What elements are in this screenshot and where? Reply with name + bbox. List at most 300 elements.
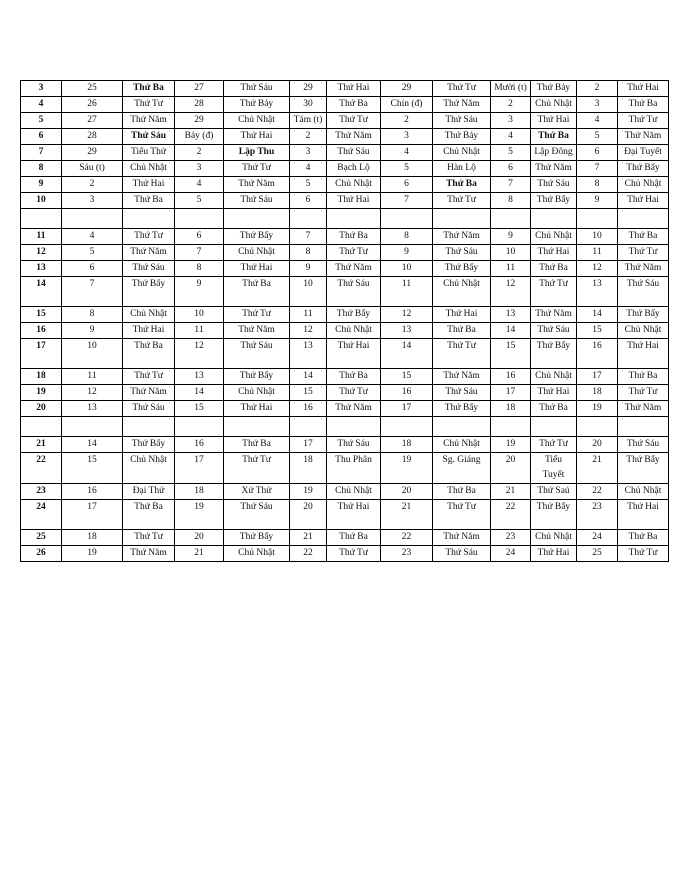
lunar-date-cell: Sáu (t) <box>62 161 123 177</box>
lunar-date-cell: 15 <box>491 339 531 369</box>
lunar-date-cell: 9 <box>175 277 224 307</box>
lunar-date-cell: 20 <box>491 453 531 484</box>
weekday-cell: Thứ Tư <box>123 97 175 113</box>
weekday-cell: Thứ Năm <box>327 129 381 145</box>
empty-cell <box>327 417 381 437</box>
day-number-cell: 18 <box>21 369 62 385</box>
table-row <box>21 369 669 385</box>
weekday-cell: Thứ Tư <box>433 339 491 369</box>
weekday-cell: Thứ Năm <box>327 261 381 277</box>
lunar-date-cell: 21 <box>290 530 327 546</box>
weekday-cell: Thứ Năm <box>123 546 175 562</box>
weekday-cell: Chủ Nhật <box>531 229 577 245</box>
weekday-cell: Thu Phân <box>327 453 381 484</box>
weekday-cell: Thứ Sáu <box>433 245 491 261</box>
lunar-date-cell: 7 <box>381 193 433 209</box>
weekday-cell: Thứ Sáu <box>224 193 290 209</box>
weekday-cell: Thứ Bảy <box>433 129 491 145</box>
lunar-date-cell: 4 <box>175 177 224 193</box>
weekday-cell: Chủ Nhật <box>224 546 290 562</box>
lunar-date-cell: 4 <box>381 145 433 161</box>
weekday-cell: Chủ Nhật <box>618 177 669 193</box>
day-number-cell: 14 <box>21 277 62 307</box>
weekday-cell: Xử Thử <box>224 484 290 500</box>
lunar-date-cell: Mười (t) <box>491 81 531 97</box>
lunar-date-cell: 20 <box>175 530 224 546</box>
lunar-date-cell: Bảy (đ) <box>175 129 224 145</box>
lunar-date-cell: 29 <box>175 113 224 129</box>
weekday-cell: Thứ Sáu <box>123 261 175 277</box>
lunar-date-cell: 12 <box>175 339 224 369</box>
weekday-cell: Thứ Năm <box>618 261 669 277</box>
weekday-cell: Thứ Hai <box>618 500 669 530</box>
lunar-date-cell: 16 <box>577 339 618 369</box>
weekday-cell: Thứ Hai <box>531 113 577 129</box>
lunar-date-cell: 8 <box>381 229 433 245</box>
day-number-cell: 13 <box>21 261 62 277</box>
lunar-date-cell: 20 <box>381 484 433 500</box>
lunar-date-cell: 19 <box>175 500 224 530</box>
table-row <box>21 113 669 129</box>
weekday-cell: Thứ Sáu <box>224 339 290 369</box>
weekday-cell: Thứ Năm <box>531 161 577 177</box>
day-number-cell: 24 <box>21 500 62 530</box>
lunar-date-cell: 10 <box>290 277 327 307</box>
lunar-date-cell: 2 <box>491 97 531 113</box>
lunar-date-cell: 10 <box>577 229 618 245</box>
lunar-date-cell: 18 <box>62 530 123 546</box>
lunar-date-cell: 28 <box>175 97 224 113</box>
lunar-date-cell: 5 <box>175 193 224 209</box>
weekday-cell: Tiểu Thử <box>123 145 175 161</box>
lunar-date-cell: 8 <box>491 193 531 209</box>
lunar-date-cell: 21 <box>491 484 531 500</box>
weekday-cell: Thứ Sáu <box>224 81 290 97</box>
lunar-date-cell: 13 <box>62 401 123 417</box>
lunar-date-cell: 2 <box>577 81 618 97</box>
lunar-date-cell: 25 <box>62 81 123 97</box>
lunar-date-cell: 25 <box>577 546 618 562</box>
weekday-cell: Thứ Ba <box>327 530 381 546</box>
weekday-cell: Thứ Hai <box>327 81 381 97</box>
day-number-cell: 21 <box>21 437 62 453</box>
lunar-date-cell: 11 <box>62 369 123 385</box>
lunar-date-cell: 9 <box>381 245 433 261</box>
day-number-cell: 3 <box>21 81 62 97</box>
weekday-cell: Thứ Năm <box>224 323 290 339</box>
day-number-cell: 15 <box>21 307 62 323</box>
lunar-date-cell: 14 <box>62 437 123 453</box>
lunar-date-cell: 22 <box>381 530 433 546</box>
day-number-cell: 23 <box>21 484 62 500</box>
empty-cell <box>290 209 327 229</box>
day-number-cell: 25 <box>21 530 62 546</box>
table-row <box>21 401 669 417</box>
lunar-date-cell: 18 <box>491 401 531 417</box>
weekday-cell: Thứ Ba <box>433 484 491 500</box>
weekday-cell: Thứ Ba <box>123 193 175 209</box>
lunar-date-cell: 12 <box>381 307 433 323</box>
weekday-cell: Chủ Nhật <box>224 245 290 261</box>
lunar-date-cell: 6 <box>381 177 433 193</box>
weekday-cell: Thứ Tư <box>531 437 577 453</box>
weekday-cell: Thứ Hai <box>224 129 290 145</box>
day-number-cell: 11 <box>21 229 62 245</box>
weekday-cell: Chủ Nhật <box>224 385 290 401</box>
table-row <box>21 97 669 113</box>
day-number-cell: 9 <box>21 177 62 193</box>
weekday-cell: Chủ Nhật <box>433 437 491 453</box>
lunar-date-cell: 6 <box>175 229 224 245</box>
lunar-date-cell: 5 <box>62 245 123 261</box>
weekday-cell: Hàn Lộ <box>433 161 491 177</box>
day-number-cell: 12 <box>21 245 62 261</box>
lunar-date-cell: 3 <box>491 113 531 129</box>
table-row <box>21 546 669 562</box>
lunar-date-cell: 15 <box>62 453 123 484</box>
weekday-cell: Chủ Nhật <box>433 145 491 161</box>
weekday-cell: Đại Tuyết <box>618 145 669 161</box>
weekday-cell: Tiểu Tuyết <box>531 453 577 484</box>
weekday-cell: Thứ Tư <box>531 277 577 307</box>
weekday-cell: Chủ Nhật <box>123 161 175 177</box>
weekday-cell: Sg. Giáng <box>433 453 491 484</box>
weekday-cell: Chủ Nhật <box>531 97 577 113</box>
weekday-cell: Thứ Hai <box>618 81 669 97</box>
day-number-cell: 16 <box>21 323 62 339</box>
lunar-date-cell: 16 <box>62 484 123 500</box>
day-number-cell: 26 <box>21 546 62 562</box>
lunar-date-cell: 3 <box>62 193 123 209</box>
lunar-date-cell: 23 <box>491 530 531 546</box>
weekday-cell: Thứ Hai <box>531 546 577 562</box>
table-row <box>21 81 669 97</box>
weekday-cell: Thứ Tư <box>224 453 290 484</box>
weekday-cell: Thứ Tư <box>123 229 175 245</box>
table-row <box>21 177 669 193</box>
lunar-date-cell: 26 <box>62 97 123 113</box>
lunar-date-cell: 4 <box>290 161 327 177</box>
weekday-cell: Thứ Bẩy <box>224 530 290 546</box>
weekday-cell: Thứ Năm <box>618 401 669 417</box>
lunar-date-cell: 7 <box>290 229 327 245</box>
lunar-date-cell: Chín (đ) <box>381 97 433 113</box>
weekday-cell: Thứ Ba <box>224 437 290 453</box>
lunar-date-cell: 5 <box>491 145 531 161</box>
lunar-date-cell: 5 <box>290 177 327 193</box>
table-row <box>21 277 669 307</box>
lunar-date-cell: 20 <box>577 437 618 453</box>
day-number-cell: 4 <box>21 97 62 113</box>
day-number-cell: 17 <box>21 339 62 369</box>
weekday-cell: Thứ Ba <box>531 401 577 417</box>
lunar-date-cell: 11 <box>491 261 531 277</box>
table-row <box>21 530 669 546</box>
lunar-date-cell: 13 <box>290 339 327 369</box>
table-row <box>21 484 669 500</box>
lunar-date-cell: 15 <box>381 369 433 385</box>
weekday-cell: Thứ Ba <box>433 177 491 193</box>
lunar-date-cell: 17 <box>62 500 123 530</box>
lunar-date-cell: 10 <box>62 339 123 369</box>
weekday-cell: Thứ Hai <box>123 323 175 339</box>
day-number-cell: 22 <box>21 453 62 484</box>
weekday-cell: Thứ Sáu <box>224 500 290 530</box>
lunar-date-cell: 7 <box>62 277 123 307</box>
empty-cell <box>531 417 577 437</box>
lunar-date-cell: 16 <box>175 437 224 453</box>
weekday-cell: Thứ Ba <box>123 81 175 97</box>
weekday-cell: Chủ Nhật <box>531 369 577 385</box>
lunar-date-cell: 11 <box>577 245 618 261</box>
lunar-calendar-table <box>20 80 669 562</box>
weekday-cell: Thứ Sáu <box>327 277 381 307</box>
weekday-cell: Thứ Hai <box>531 385 577 401</box>
lunar-date-cell: 14 <box>290 369 327 385</box>
lunar-date-cell: 7 <box>175 245 224 261</box>
weekday-cell: Thứ Tư <box>123 530 175 546</box>
weekday-cell: Thứ Bẩy <box>531 193 577 209</box>
weekday-cell: Thứ Sáu <box>123 401 175 417</box>
lunar-date-cell: 17 <box>290 437 327 453</box>
lunar-date-cell: 19 <box>290 484 327 500</box>
empty-cell <box>290 417 327 437</box>
lunar-date-cell: 21 <box>175 546 224 562</box>
lunar-date-cell: 29 <box>290 81 327 97</box>
weekday-cell: Thứ Tư <box>433 500 491 530</box>
table-row <box>21 385 669 401</box>
lunar-date-cell: 6 <box>290 193 327 209</box>
weekday-cell: Lập Thu <box>224 145 290 161</box>
day-number-cell: 5 <box>21 113 62 129</box>
weekday-cell: Thứ Tư <box>433 193 491 209</box>
weekday-cell: Chủ Nhật <box>618 323 669 339</box>
lunar-date-cell: 17 <box>491 385 531 401</box>
weekday-cell: Thứ Tư <box>618 245 669 261</box>
weekday-cell: Thứ Năm <box>433 369 491 385</box>
lunar-date-cell: 22 <box>491 500 531 530</box>
day-number-cell: 7 <box>21 145 62 161</box>
lunar-date-cell: 13 <box>175 369 224 385</box>
lunar-date-cell: 6 <box>577 145 618 161</box>
empty-cell <box>491 417 531 437</box>
lunar-date-cell: 10 <box>381 261 433 277</box>
lunar-date-cell: 21 <box>577 453 618 484</box>
lunar-date-cell: 11 <box>290 307 327 323</box>
empty-cell <box>577 209 618 229</box>
weekday-cell: Thứ Sáu <box>433 385 491 401</box>
lunar-date-cell: 16 <box>491 369 531 385</box>
lunar-date-cell: 13 <box>577 277 618 307</box>
table-row <box>21 129 669 145</box>
lunar-date-cell: 11 <box>175 323 224 339</box>
table-row <box>21 193 669 209</box>
weekday-cell: Thứ Sáu <box>327 145 381 161</box>
weekday-cell: Thứ Tư <box>433 81 491 97</box>
weekday-cell: Thứ Năm <box>433 229 491 245</box>
lunar-date-cell: 9 <box>290 261 327 277</box>
weekday-cell: Thứ Ba <box>123 339 175 369</box>
weekday-cell: Thứ Sáu <box>123 129 175 145</box>
table-row <box>21 145 669 161</box>
table-row <box>21 245 669 261</box>
weekday-cell: Thứ Năm <box>531 307 577 323</box>
weekday-cell: Thứ Hai <box>433 307 491 323</box>
lunar-date-cell: 12 <box>491 277 531 307</box>
empty-cell <box>175 209 224 229</box>
day-number-cell: 19 <box>21 385 62 401</box>
weekday-cell: Thứ Ba <box>618 369 669 385</box>
table-row <box>21 453 669 484</box>
weekday-cell: Thứ Tư <box>327 546 381 562</box>
weekday-cell: Thứ Sáu <box>531 323 577 339</box>
weekday-cell: Thứ Năm <box>123 245 175 261</box>
weekday-cell: Thứ Ba <box>327 97 381 113</box>
table-row <box>21 323 669 339</box>
weekday-cell: Thứ Tư <box>327 385 381 401</box>
lunar-date-cell: 3 <box>290 145 327 161</box>
weekday-cell: Thứ Hai <box>618 193 669 209</box>
lunar-date-cell: 9 <box>62 323 123 339</box>
weekday-cell: Thứ Tư <box>618 113 669 129</box>
weekday-cell: Thứ Tư <box>618 546 669 562</box>
lunar-date-cell: 16 <box>381 385 433 401</box>
weekday-cell: Thứ Năm <box>123 385 175 401</box>
empty-cell <box>327 209 381 229</box>
weekday-cell: Thứ Sáu <box>618 437 669 453</box>
weekday-cell: Thứ Năm <box>123 113 175 129</box>
weekday-cell: Thứ Tư <box>123 369 175 385</box>
lunar-date-cell: 9 <box>577 193 618 209</box>
lunar-date-cell: 27 <box>62 113 123 129</box>
weekday-cell: Chủ Nhật <box>327 177 381 193</box>
weekday-cell: Thứ Ba <box>531 261 577 277</box>
weekday-cell: Thứ Sáu <box>531 177 577 193</box>
empty-cell <box>21 209 62 229</box>
weekday-cell: Thứ Tư <box>224 307 290 323</box>
lunar-date-cell: 18 <box>175 484 224 500</box>
lunar-date-cell: 13 <box>381 323 433 339</box>
table-row <box>21 229 669 245</box>
lunar-date-cell: 5 <box>577 129 618 145</box>
weekday-cell: Thứ Bẩy <box>433 401 491 417</box>
weekday-cell: Thứ Bẩy <box>123 277 175 307</box>
weekday-cell: Thứ Ba <box>618 530 669 546</box>
lunar-date-cell: 12 <box>290 323 327 339</box>
lunar-date-cell: 7 <box>577 161 618 177</box>
weekday-cell: Thứ Bẩy <box>618 453 669 484</box>
weekday-cell: Thứ Ba <box>618 229 669 245</box>
lunar-date-cell: 14 <box>491 323 531 339</box>
empty-cell <box>381 417 433 437</box>
weekday-cell: Thứ Năm <box>224 177 290 193</box>
weekday-cell: Thứ Tư <box>327 245 381 261</box>
calendar-page <box>20 80 669 562</box>
weekday-cell: Thứ Ba <box>224 277 290 307</box>
lunar-date-cell: 24 <box>491 546 531 562</box>
lunar-date-cell: 2 <box>290 129 327 145</box>
lunar-date-cell: 11 <box>381 277 433 307</box>
lunar-date-cell: 14 <box>381 339 433 369</box>
lunar-date-cell: 12 <box>577 261 618 277</box>
weekday-cell: Thứ Tư <box>224 161 290 177</box>
weekday-cell: Chủ Nhật <box>224 113 290 129</box>
lunar-date-cell: 3 <box>175 161 224 177</box>
weekday-cell: Chủ Nhật <box>327 323 381 339</box>
weekday-cell: Thứ Hai <box>224 261 290 277</box>
lunar-date-cell: 28 <box>62 129 123 145</box>
weekday-cell: Chủ Nhật <box>123 307 175 323</box>
lunar-date-cell: 3 <box>381 129 433 145</box>
weekday-cell: Thứ Ba <box>531 129 577 145</box>
weekday-cell: Thứ Năm <box>618 129 669 145</box>
lunar-date-cell: 22 <box>290 546 327 562</box>
lunar-date-cell: 17 <box>381 401 433 417</box>
weekday-cell: Thứ Ba <box>327 369 381 385</box>
lunar-date-cell: 2 <box>381 113 433 129</box>
empty-cell <box>433 209 491 229</box>
weekday-cell: Chủ Nhật <box>433 277 491 307</box>
lunar-date-cell: 18 <box>290 453 327 484</box>
lunar-date-cell: 23 <box>577 500 618 530</box>
table-row <box>21 307 669 323</box>
empty-cell <box>123 417 175 437</box>
weekday-cell: Thứ Ba <box>433 323 491 339</box>
weekday-cell: Thứ Năm <box>433 530 491 546</box>
empty-cell <box>577 417 618 437</box>
weekday-cell: Thứ Năm <box>327 401 381 417</box>
empty-cell <box>175 417 224 437</box>
weekday-cell: Thứ Hai <box>224 401 290 417</box>
lunar-date-cell: 27 <box>175 81 224 97</box>
lunar-date-cell: 24 <box>577 530 618 546</box>
lunar-date-cell: 21 <box>381 500 433 530</box>
lunar-date-cell: 16 <box>290 401 327 417</box>
lunar-date-cell: 6 <box>62 261 123 277</box>
weekday-cell: Thứ Hai <box>123 177 175 193</box>
lunar-date-cell: 4 <box>491 129 531 145</box>
lunar-date-cell: 10 <box>175 307 224 323</box>
weekday-cell: Thứ Năm <box>433 97 491 113</box>
weekday-cell: Thứ Sáu <box>327 437 381 453</box>
weekday-cell: Thứ Ba <box>618 97 669 113</box>
empty-cell <box>381 209 433 229</box>
weekday-cell: Thứ Hai <box>327 339 381 369</box>
empty-cell <box>433 417 491 437</box>
table-row <box>21 339 669 369</box>
lunar-date-cell: 22 <box>577 484 618 500</box>
lunar-date-cell: 15 <box>577 323 618 339</box>
empty-cell <box>618 417 669 437</box>
lunar-date-cell: 23 <box>381 546 433 562</box>
weekday-cell: Chủ Nhật <box>327 484 381 500</box>
weekday-cell: Bạch Lộ <box>327 161 381 177</box>
lunar-date-cell: 18 <box>577 385 618 401</box>
lunar-date-cell: 4 <box>62 229 123 245</box>
weekday-cell: Thứ Tư <box>327 113 381 129</box>
lunar-date-cell: 7 <box>491 177 531 193</box>
lunar-date-cell: 17 <box>577 369 618 385</box>
weekday-cell: Lập Đông <box>531 145 577 161</box>
empty-cell <box>21 417 62 437</box>
lunar-date-cell: 14 <box>577 307 618 323</box>
lunar-date-cell: 30 <box>290 97 327 113</box>
lunar-date-cell: 9 <box>491 229 531 245</box>
lunar-date-cell: 15 <box>290 385 327 401</box>
lunar-date-cell: 8 <box>577 177 618 193</box>
empty-cell <box>531 209 577 229</box>
weekday-cell: Thứ Bẩy <box>224 369 290 385</box>
